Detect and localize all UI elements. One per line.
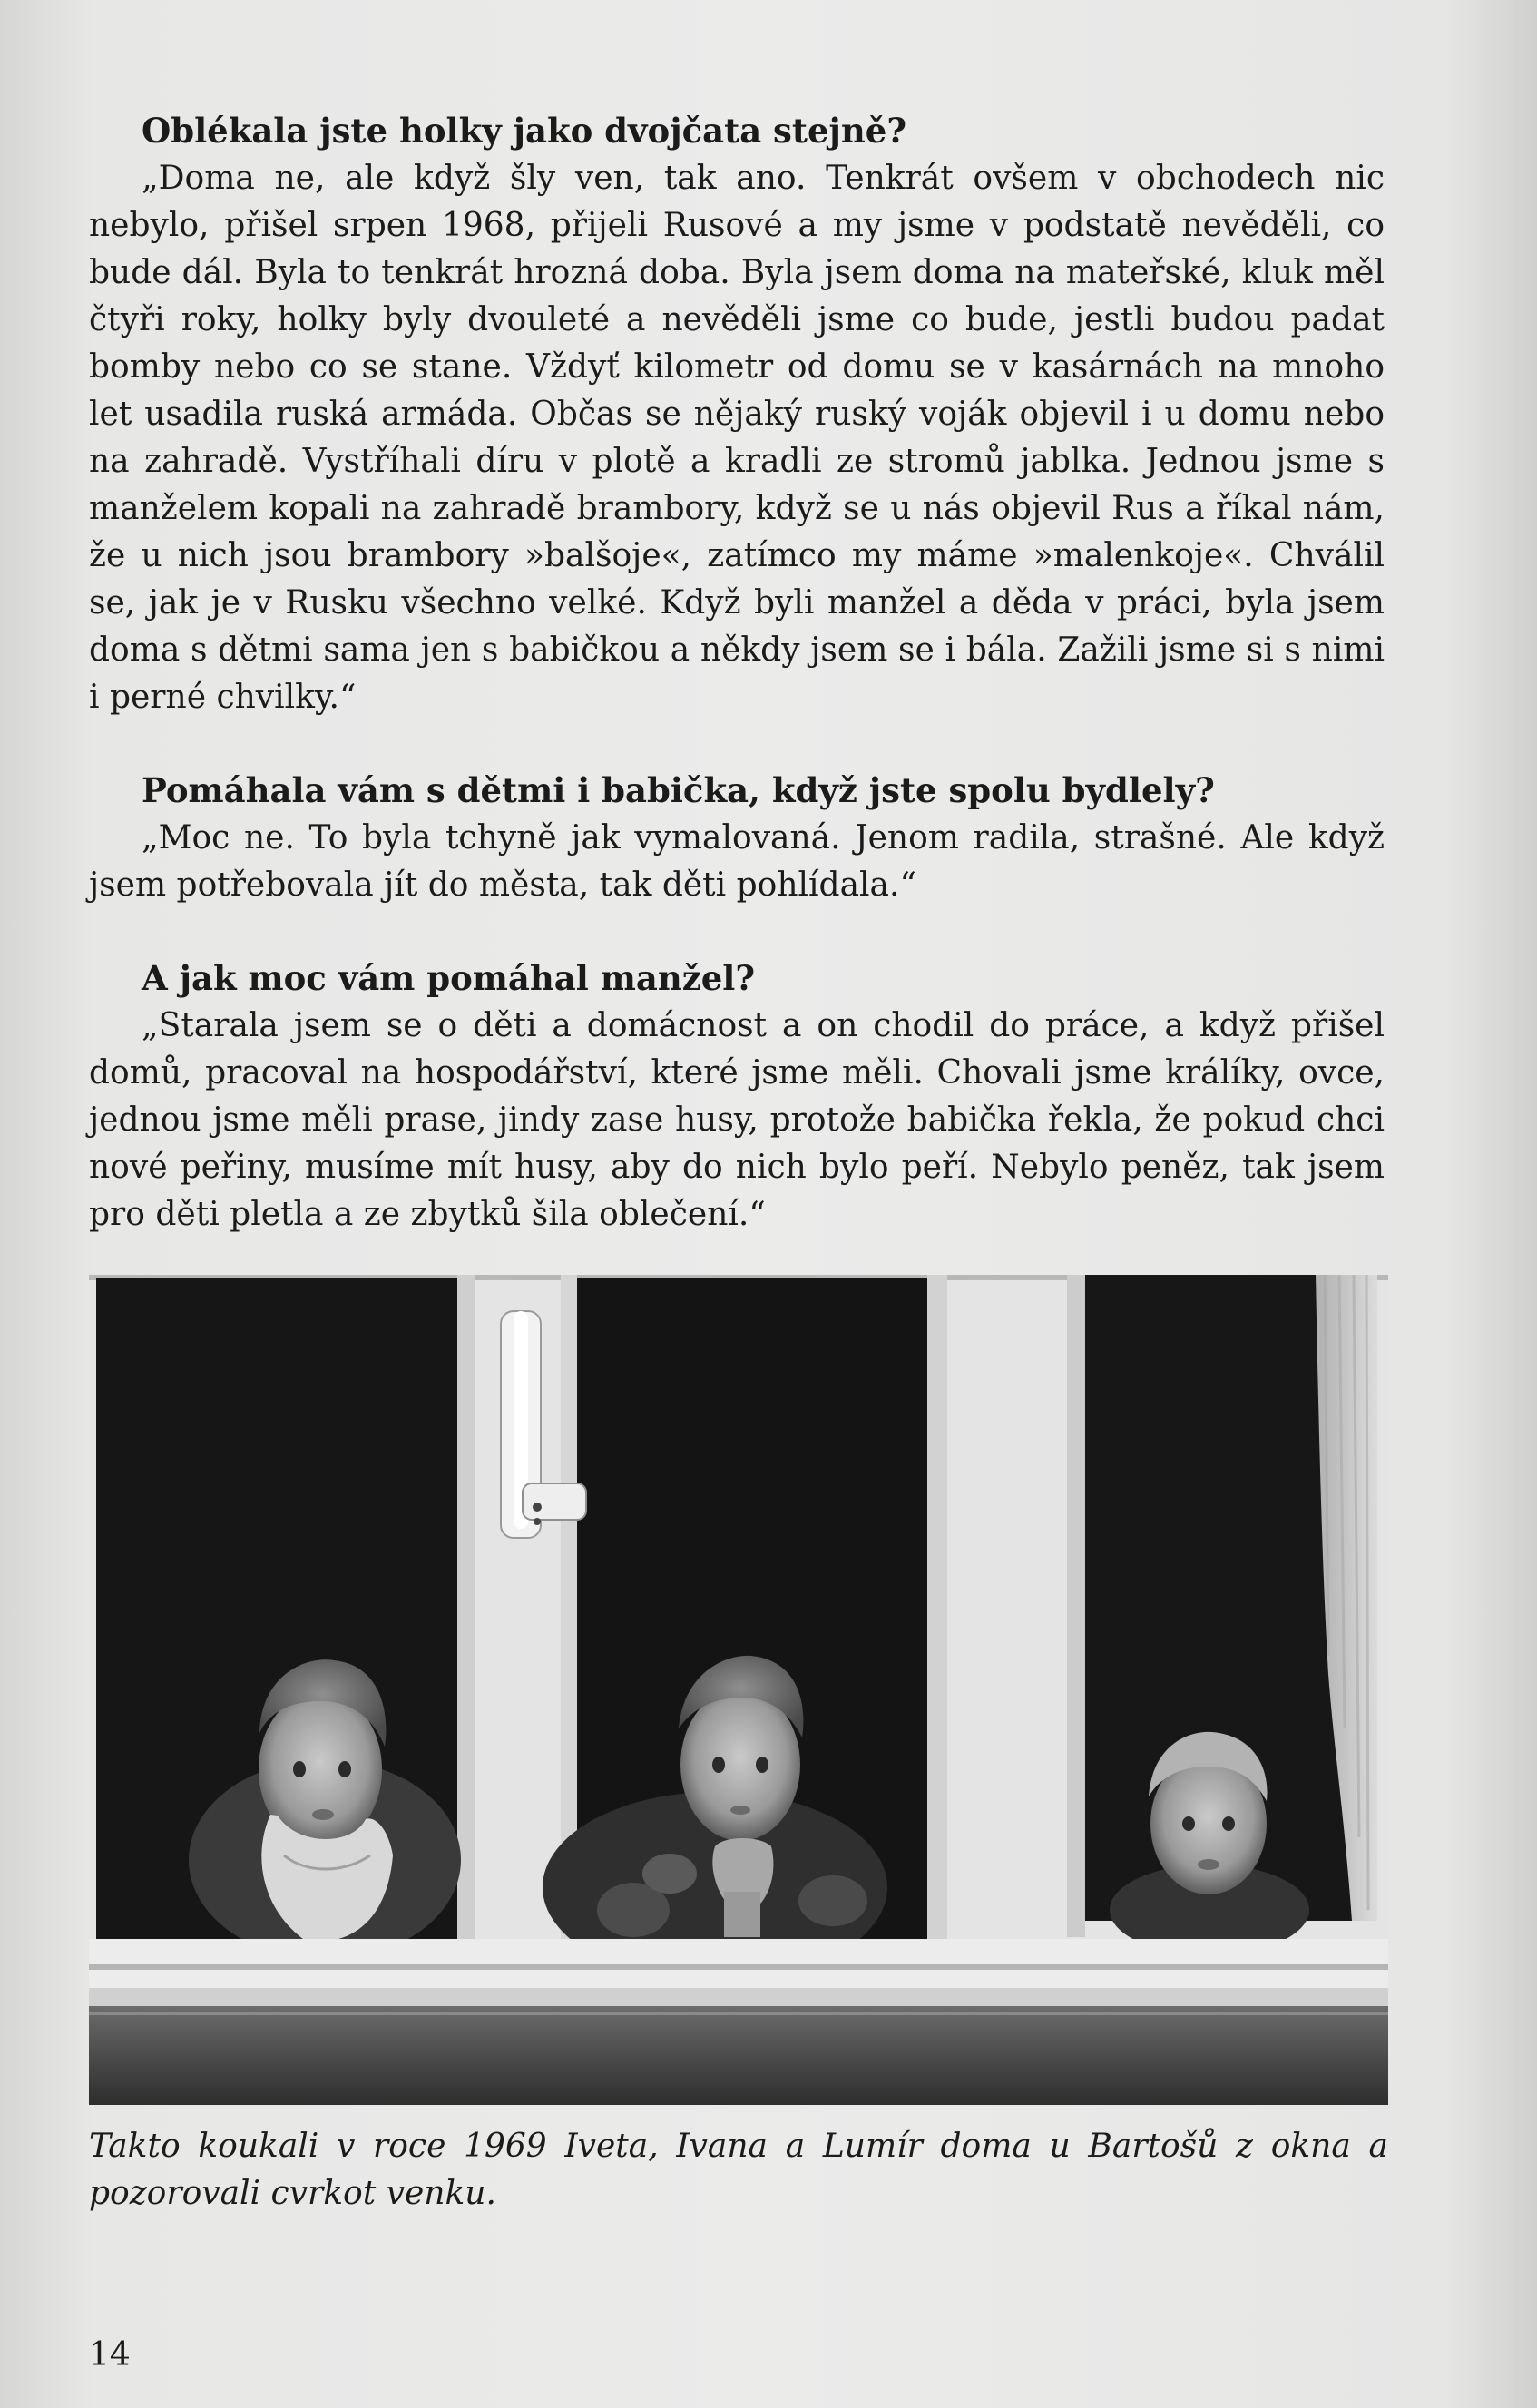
qa-section-3	[89, 954, 1385, 1238]
photo-caption: Takto koukali v roce 1969 Iveta, Ivana a Lumír doma u Bartošů z okna a pozorovali cvrkot venku.	[89, 2128, 1388, 2212]
answer-paragraph: „Starala jsem se o děti a domácnost a on chodil do práce, a když přišel domů, pracoval na hospodářství, které jsme měli. Chovali jsme králíky, ovce, jednou jsme měli prase, jindy zase husy, protože babička řekla, že pokud chci nové peřiny, musíme mít husy, aby do nich bylo peří. Nebylo peněz, tak jsem pro děti pletla a ze zbytků šila oblečení.“	[89, 1007, 1385, 1233]
answer-paragraph: „Doma ne, ale když šly ven, tak ano. Tenkrát ovšem v obchodech nic nebylo, přišel srpen 1968, přijeli Rusové a my jsme v podstatě nevěděli, co bude dál. Byla to tenkrát hrozná doba. Byla jsem doma na mateřské, kluk měl čtyři roky, holky byly dvouleté a nevěděli jsme co bude, jestli budou padat bomby nebo co se stane. Vždyť kilometr od domu se v kasárnách na mnoho let usadila ruská armáda. Občas se nějaký ruský voják objevil i u domu nebo na zahradě. Vystříhali díru v plotě a kradli ze stromů jablka. Jednou jsme s manželem kopali na zahradě brambory, když se u nás objevil Rus a říkal nám, že u nich jsou brambory »balšoje«, zatímco my máme »malenkoje«. Chválil se, jak je v Rusku všechno velké. Když byli manžel a děda v práci, byla jsem doma s dětmi sama jen s babičkou a někdy jsem se i bála. Zažili jsme si s nimi i perné chvilky.“	[89, 160, 1385, 716]
window-photo	[89, 1275, 1388, 2105]
photo-illustration	[89, 1275, 1388, 2105]
qa-section-1	[89, 107, 1385, 721]
window-sill	[89, 2006, 1388, 2105]
page-number: 14	[89, 2336, 131, 2374]
qa-section-2	[89, 767, 1385, 909]
question-heading: Pomáhala vám s dětmi i babička, když jste spolu bydlely?	[142, 770, 1215, 810]
question-heading: A jak moc vám pomáhal manžel?	[142, 958, 756, 998]
answer-paragraph: „Moc ne. To byla tchyně jak vymalovaná. Jenom radila, strašné. Ale když jsem potřebovala jít do města, tak děti pohlídala.“	[89, 819, 1385, 904]
interview-text	[89, 107, 1385, 1284]
question-heading: Oblékala jste holky jako dvojčata stejně?	[142, 111, 907, 151]
